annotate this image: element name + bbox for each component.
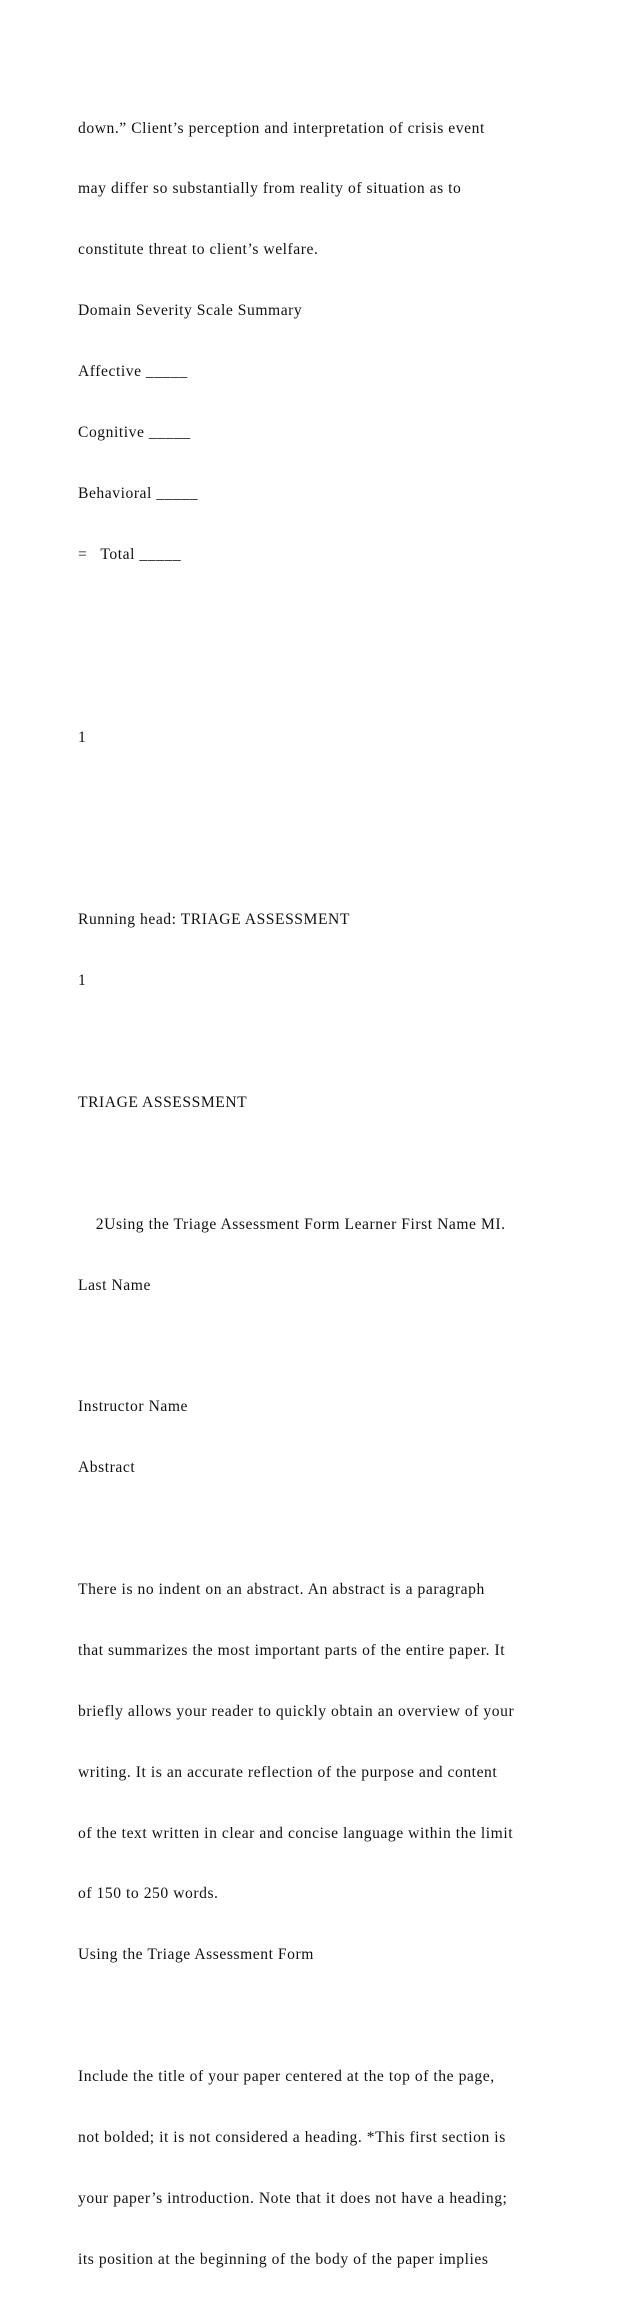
running-head: Running head: TRIAGE ASSESSMENT	[78, 911, 350, 929]
blank-line	[78, 667, 578, 687]
abstract-text-line: writing. It is an accurate reflection of the purpose and content	[78, 1763, 498, 1781]
body-text-line: Include the title of your paper centered at the top of the page,	[78, 2068, 495, 2086]
page-number: 1	[78, 972, 87, 990]
cognitive-score-line: Cognitive _____	[78, 424, 191, 442]
blank-line	[78, 1519, 578, 1539]
author-name-line: Last Name	[78, 1276, 151, 1294]
blank-line	[78, 606, 578, 626]
body-text-line: its position at the beginning of the body of the paper implies	[78, 2250, 489, 2268]
behavioral-score-line: Behavioral _____	[78, 484, 199, 502]
blank-line	[78, 2006, 578, 2026]
blank-line	[78, 849, 578, 869]
abstract-text-line: briefly allows your reader to quickly obtain an overview of your	[78, 1702, 515, 1720]
page-number: 1	[78, 728, 87, 746]
text-line: down.” Client’s perception and interpretation of crisis event	[78, 119, 485, 137]
blank-line	[78, 1336, 578, 1356]
header-title: TRIAGE ASSESSMENT	[78, 1093, 248, 1111]
abstract-text-line: There is no indent on an abstract. An abstract is a paragraph	[78, 1580, 485, 1598]
paper-title-line: 2Using the Triage Assessment Form Learner First Name MI.	[78, 1215, 506, 1233]
document-text	[78, 78, 578, 2311]
affective-score-line: Affective _____	[78, 363, 188, 381]
abstract-text-line: of 150 to 250 words.	[78, 1885, 219, 1903]
body-text-line: not bolded; it is not considered a heading. *This first section is	[78, 2128, 506, 2146]
abstract-heading: Abstract	[78, 1459, 136, 1477]
domain-severity-heading: Domain Severity Scale Summary	[78, 302, 303, 320]
abstract-text-line: of the text written in clear and concise language within the limit	[78, 1824, 514, 1842]
blank-line	[78, 1032, 578, 1052]
body-text-line: your paper’s introduction. Note that it does not have a heading;	[78, 2189, 508, 2207]
abstract-text-line: that summarizes the most important parts of the entire paper. It	[78, 1641, 506, 1659]
text-line: may differ so substantially from reality of situation as to	[78, 180, 462, 198]
text-line: constitute threat to client’s welfare.	[78, 241, 319, 259]
instructor-name: Instructor Name	[78, 1398, 189, 1416]
section-title: Using the Triage Assessment Form	[78, 1946, 314, 1964]
blank-line	[78, 1154, 578, 1174]
blank-line	[78, 788, 578, 808]
total-score-line: = Total _____	[78, 545, 182, 563]
